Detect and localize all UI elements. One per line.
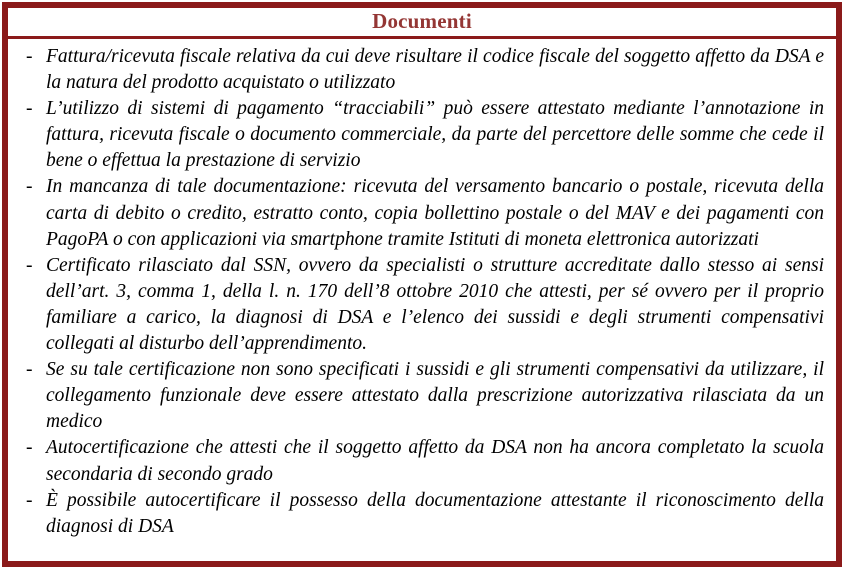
table-header-row <box>8 8 836 39</box>
list-item <box>24 174 824 252</box>
dash-bullet-marker: - <box>26 489 33 511</box>
dash-bullet-marker: - <box>26 46 33 67</box>
dash-bullet-marker: - <box>26 98 33 120</box>
list-item <box>24 96 824 174</box>
list-item <box>24 357 824 435</box>
list-item-text: Fattura/ricevuta fiscale relativa da cui deve risultare il codice fiscale del soggetto affetto da DSA e la natura del prodotto acquistato o utilizzato <box>46 46 824 94</box>
list-item-text: L’utilizzo di sistemi di pagamento “tracciabili” può essere attestato mediante l’annotazione in fattura, ricevuta fiscale o documento commerciale, da parte del percettore delle somme che cede il bene o effettua la prestazione di servizio <box>46 98 824 172</box>
list-item-text: In mancanza di tale documentazione: ricevuta del versamento bancario o postale, ricevuta della carta di debito o credito, estratto conto, copia bollettino postale o del MAV e dei pagamenti con PagoPA o con applicazioni via smartphone tramite Istituti di moneta elettronica autorizzati <box>46 176 824 250</box>
dash-bullet-marker: - <box>26 359 33 381</box>
document-list <box>8 39 836 561</box>
list-item <box>24 44 824 96</box>
dash-bullet-marker: - <box>26 176 33 198</box>
dash-bullet-marker: - <box>26 254 33 276</box>
list-item <box>24 435 824 487</box>
dash-bullet-marker: - <box>26 437 33 459</box>
list-item-text: Certificato rilasciato dal SSN, ovvero da specialisti o strutture accreditate dallo stesso ai sensi dell’art. 3, comma 1, della l. n. 170 dell’8 ottobre 2010 che attesti, per sé ovvero per il proprio familiare a carico, la diagnosi di DSA e l’elenco dei sussidi e degli strumenti compensativi collegati al disturbo dell’apprendimento. <box>46 254 824 355</box>
list-item <box>24 488 824 540</box>
table-title: Documenti <box>372 9 472 33</box>
list-item-text: Autocertificazione che attesti che il soggetto affetto da DSA non ha ancora completato la scuola secondaria di secondo grado <box>46 437 824 485</box>
list-item-text: Se su tale certificazione non sono specificati i sussidi e gli strumenti compensativi da utilizzare, il collegamento funzionale deve essere attestato dalla prescrizione autorizzativa rilasciata da un medico <box>46 359 824 433</box>
list-item <box>24 253 824 357</box>
list-item-text: È possibile autocertificare il possesso della documentazione attestante il riconoscimento della diagnosi di DSA <box>46 489 824 537</box>
documents-table <box>2 2 842 567</box>
